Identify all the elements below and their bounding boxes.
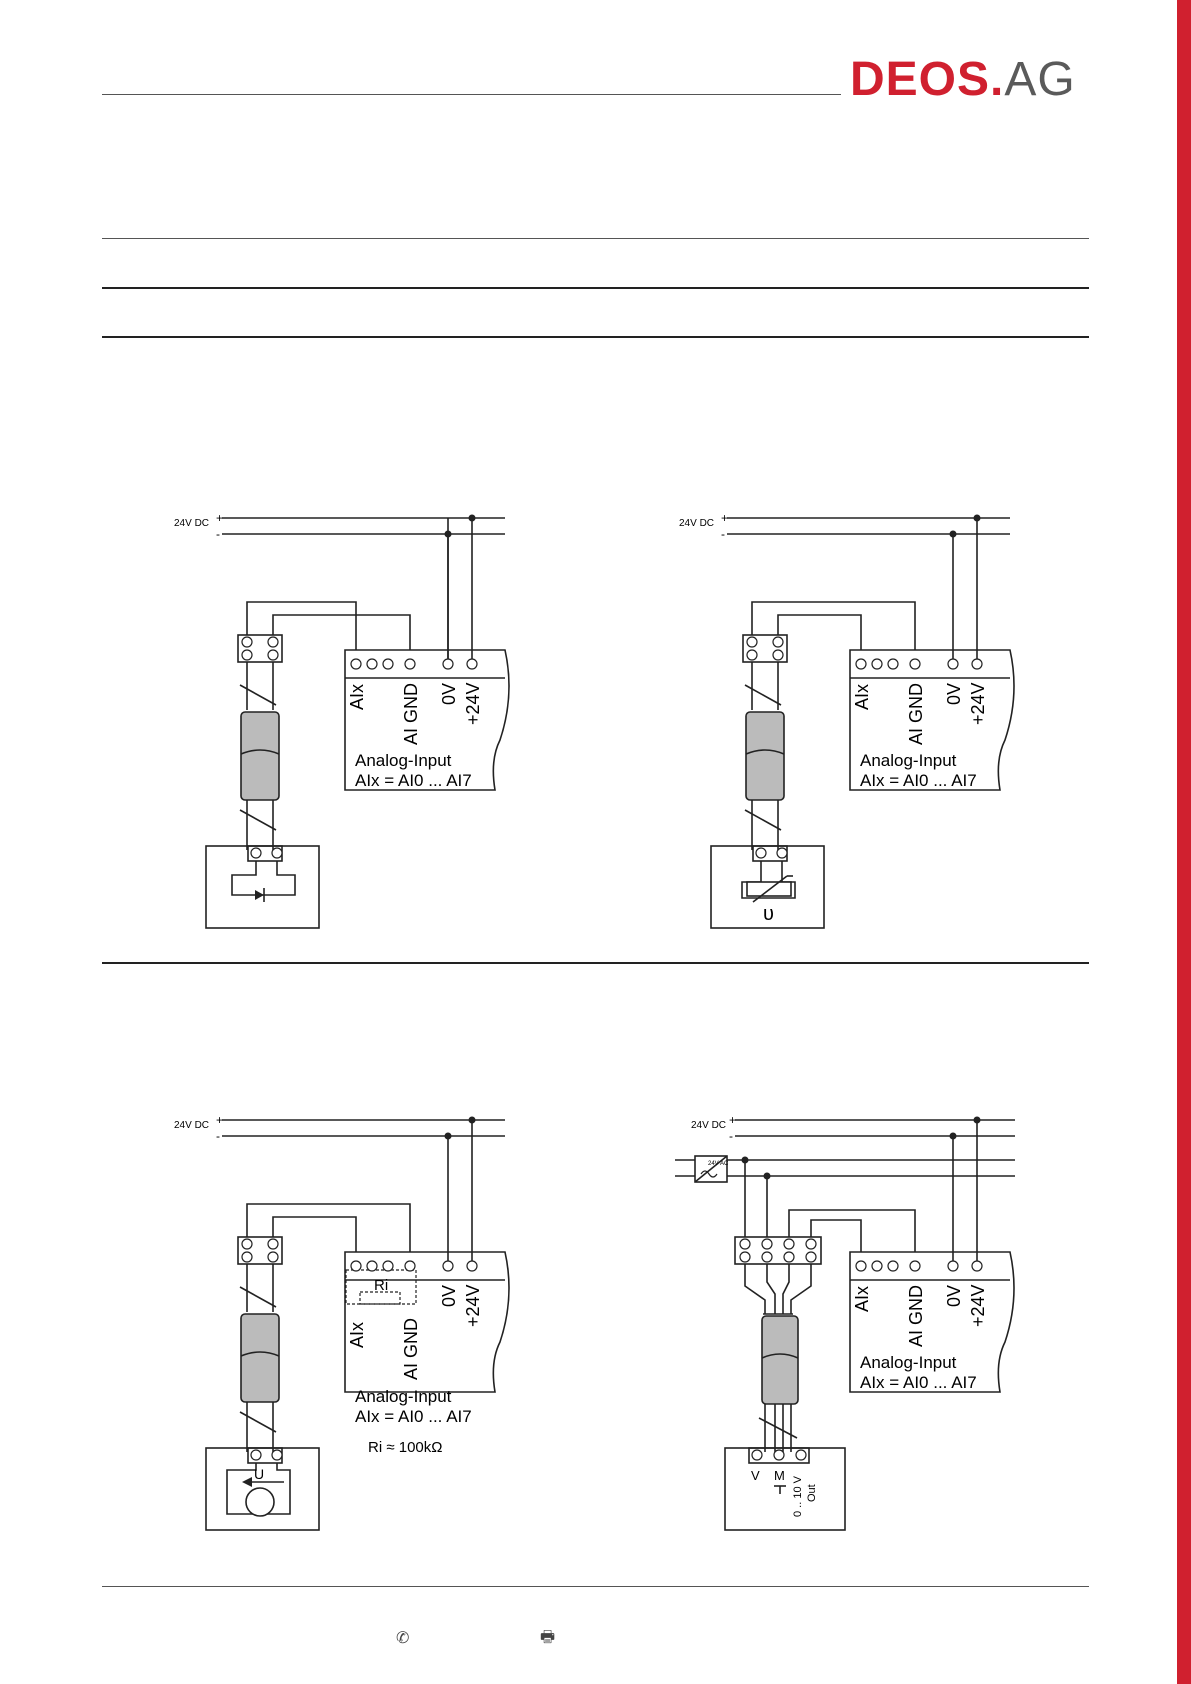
svg-text:M: M [774,1468,785,1483]
svg-text:υ: υ [763,903,774,925]
svg-text:24V DC: 24V DC [174,1120,210,1131]
svg-text:Ri: Ri [374,1277,389,1294]
svg-text:AI GND: AI GND [401,1317,421,1380]
svg-text:24V AC: 24V AC [708,1161,729,1167]
svg-text:AI GND: AI GND [906,1284,926,1347]
svg-text:AIx = AI0 ... AI7: AIx = AI0 ... AI7 [860,771,977,790]
svg-text:AI GND: AI GND [906,682,926,745]
fax-icon: 🖶 [540,1629,556,1646]
svg-text:+: + [721,511,729,525]
svg-text:24V DC: 24V DC [691,1120,727,1131]
svg-text:Analog-Input: Analog-Input [355,1387,452,1406]
svg-text:Ri ≈ 100kΩ: Ri ≈ 100kΩ [368,1439,443,1456]
svg-text:AIx = AI0 ... AI7: AIx = AI0 ... AI7 [860,1373,977,1392]
svg-text:+24V: +24V [463,1284,483,1327]
company-logo: DEOS.AG [850,53,1076,106]
svg-text:+24V: +24V [463,682,483,725]
wiring-diagram-diode [160,500,540,940]
section-rule-1 [102,238,1089,239]
header-rule [102,94,841,95]
footer-rule [102,1586,1089,1587]
svg-text:+: + [216,511,224,525]
svg-text:AIx: AIx [347,683,367,710]
svg-text:AIx: AIx [852,683,872,710]
svg-text:Analog-Input: Analog-Input [860,751,957,770]
svg-text:0V: 0V [944,682,964,705]
svg-text:-: - [216,527,220,541]
svg-text:24V DC: 24V DC [174,518,210,529]
svg-text:0V: 0V [439,682,459,705]
svg-text:Analog-Input: Analog-Input [860,1353,957,1372]
svg-text:24V DC: 24V DC [679,518,715,529]
wiring-diagram-voltage [160,1102,540,1542]
svg-text:AIx = AI0 ... AI7: AIx = AI0 ... AI7 [355,771,472,790]
svg-text:+: + [729,1113,737,1127]
svg-text:Analog-Input: Analog-Input [355,751,452,770]
svg-text:Out: Out [806,1484,818,1502]
svg-text:AIx: AIx [347,1321,367,1348]
svg-text:0V: 0V [439,1284,459,1307]
svg-text:V: V [751,1468,760,1483]
section-rule-4 [102,962,1089,964]
section-rule-3 [102,336,1089,338]
svg-text:-: - [721,527,725,541]
svg-text:0 .. 10 V: 0 .. 10 V [792,1476,804,1517]
right-accent-bar [1177,0,1191,1684]
svg-text:AIx = AI0 ... AI7: AIx = AI0 ... AI7 [355,1407,472,1426]
svg-text:AIx: AIx [852,1285,872,1312]
svg-text:U: U [254,1466,265,1482]
svg-text:AI GND: AI GND [401,682,421,745]
svg-text:+24V: +24V [968,1284,988,1327]
svg-text:-: - [216,1129,220,1143]
svg-text:+24V: +24V [968,682,988,725]
svg-text:0V: 0V [944,1284,964,1307]
section-rule-2 [102,287,1089,289]
svg-text:-: - [729,1129,733,1143]
phone-icon: ✆ [396,1630,410,1647]
wiring-diagram-thermistor [665,500,1045,940]
svg-text:+: + [216,1113,224,1127]
wiring-diagram-transmitter [665,1102,1045,1542]
